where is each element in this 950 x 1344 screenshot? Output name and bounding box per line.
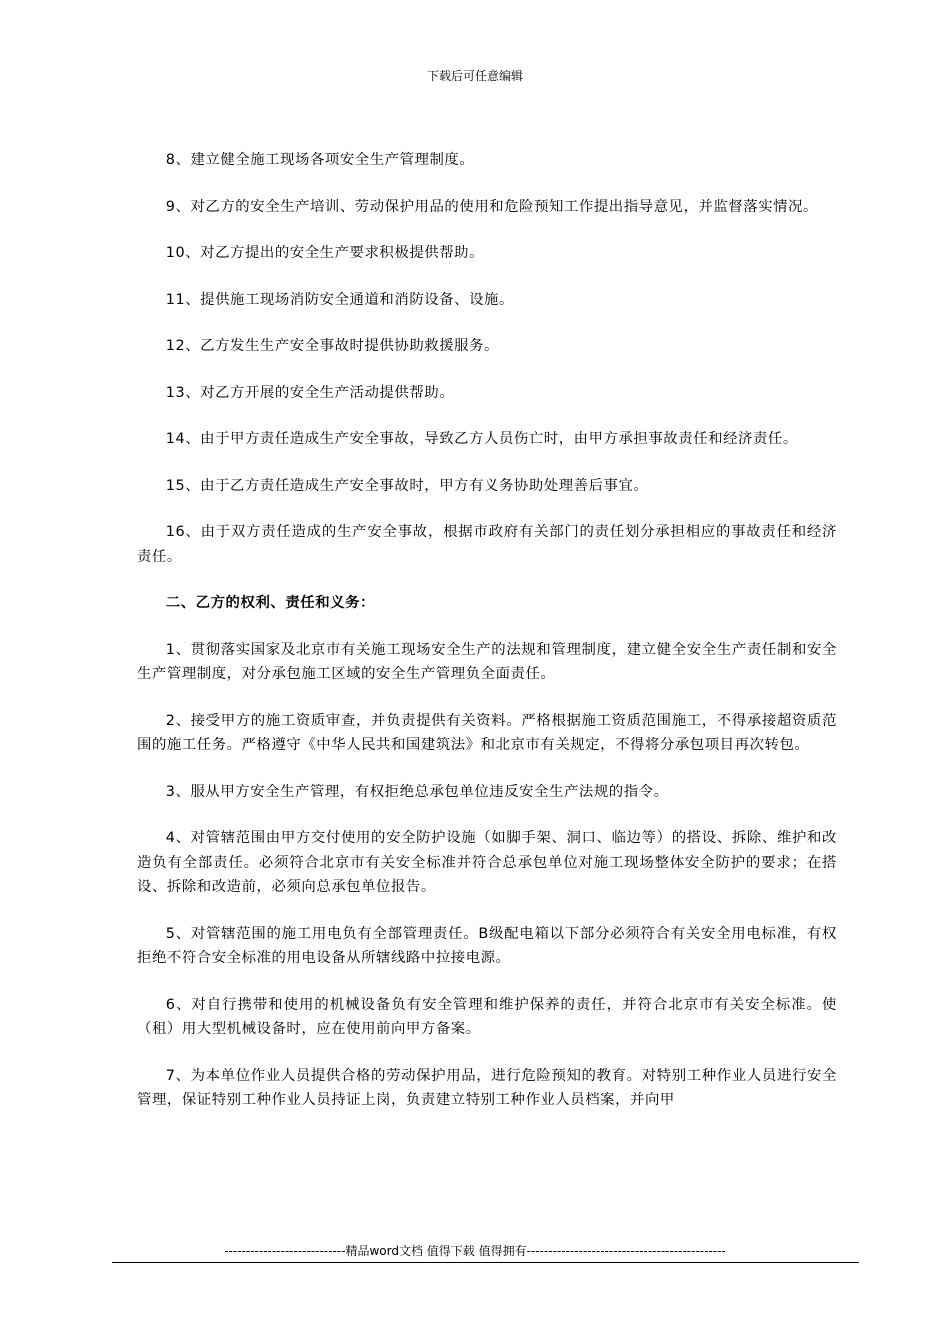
clause-11: 11、提供施工现场消防安全通道和消防设备、设施。 bbox=[165, 291, 514, 308]
document-body bbox=[137, 148, 837, 1135]
clause-13: 13、对乙方开展的安全生产活动提供帮助。 bbox=[165, 384, 455, 401]
page-footer: ----------------------------精品word文档 值得下载 值得拥有---------------------------------------------- bbox=[224, 1244, 726, 1258]
party-b-clause-4: 4、对管辖范围由甲方交付使用的安全防护设施（如脚手架、洞口、临边等）的搭设、拆除、维护和改造负有全部责任。必须符合北京市有关安全标准并符合总承包单位对施工现场整体安全防护的要求；在搭设、拆除和改造前，必须向总承包单位报告。 bbox=[137, 830, 837, 895]
clause-9: 9、对乙方的安全生产培训、劳动保护用品的使用和危险预知工作提出指导意见，并监督落实情况。 bbox=[165, 198, 818, 215]
section-heading-party-b: 二、乙方的权利、责任和义务： bbox=[165, 595, 375, 611]
clause-12: 12、乙方发生生产安全事故时提供协助救援服务。 bbox=[165, 338, 499, 354]
clause-14: 14、由于甲方责任造成生产安全事故，导致乙方人员伤亡时，由甲方承担事故责任和经济责任。 bbox=[165, 431, 798, 447]
clause-16: 16、由于双方责任造成的生产安全事故，根据市政府有关部门的责任划分承担相应的事故责任和经济责任。 bbox=[137, 524, 837, 565]
party-b-clause-5: 5、对管辖范围的施工用电负有全部管理责任。B级配电箱以下部分必须符合有关安全用电标准，有权拒绝不符合安全标准的用电设备从所辖线路中拉接电源。 bbox=[137, 925, 837, 966]
party-b-clause-3: 3、服从甲方安全生产管理，有权拒绝总承包单位违反安全生产法规的指令。 bbox=[165, 783, 669, 800]
page-header: 下载后可任意编辑 bbox=[426, 69, 523, 83]
party-b-clause-1: 1、贯彻落实国家及北京市有关施工现场安全生产的法规和管理制度，建立健全安全生产责任制和安全生产管理制度，对分承包施工区域的安全生产管理负全面责任。 bbox=[137, 641, 837, 682]
party-b-clause-7: 7、为本单位作业人员提供合格的劳动保护用品，进行危险预知的教育。对特别工种作业人员进行安全管理，保证特别工种作业人员持证上岗，负责建立特别工种作业人员档案，并向甲 bbox=[137, 1067, 837, 1108]
party-b-clause-2: 2、接受甲方的施工资质审查，并负责提供有关资料。严格根据施工资质范围施工，不得承接超资质范围的施工任务。严格遵守《中华人民共和国建筑法》和北京市有关规定，不得将分承包项目再次转包。 bbox=[137, 712, 837, 753]
party-b-clause-6: 6、对自行携带和使用的机械设备负有安全管理和维护保养的责任，并符合北京市有关安全标准。使（租）用大型机械设备时，应在使用前向甲方备案。 bbox=[137, 996, 837, 1037]
footer-rule bbox=[112, 1262, 859, 1263]
clause-8: 8、建立健全施工现场各项安全生产管理制度。 bbox=[165, 152, 475, 168]
clause-10: 10、对乙方提出的安全生产要求积极提供帮助。 bbox=[165, 245, 485, 261]
clause-15: 15、由于乙方责任造成生产安全事故时，甲方有义务协助处理善后事宜。 bbox=[165, 477, 649, 494]
